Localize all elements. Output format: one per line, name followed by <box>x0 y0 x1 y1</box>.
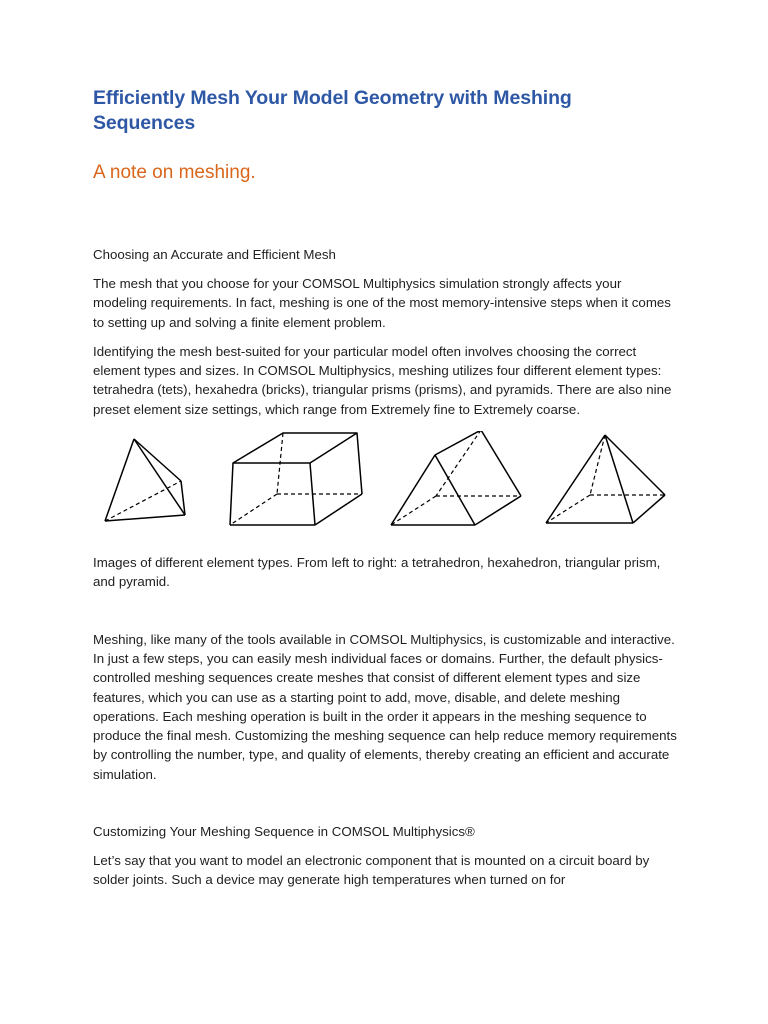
section-heading-customizing-sequence: Customizing Your Meshing Sequence in COMSOL Multiphysics® <box>93 824 475 840</box>
hexahedron-icon <box>230 433 362 525</box>
section-heading-choosing-mesh: Choosing an Accurate and Efficient Mesh <box>93 247 336 262</box>
element-types-figure <box>93 431 678 543</box>
document-page <box>93 86 678 890</box>
paragraph-customizable-meshing: Meshing, like many of the tools available in COMSOL Multiphysics, is customizable and interactive. In just a few steps, you can easily mesh individual faces or domains. Further, the default physics-controlled meshing sequences create meshes that consist of different element types and size features, which you can use as a starting point to add, move, disable, and delete meshing operations. Each meshing operation is built in the order it appears in the meshing sequence to produce the final mesh. Customizing the meshing sequence can help reduce memory requirements by controlling the number, type, and quality of elements, thereby creating an efficient and accurate simulation. <box>93 631 677 782</box>
paragraph-electronic-component: Let’s say that you want to model an electronic component that is mounted on a circuit board by solder joints. Such a device may generate high temperatures when turned on for <box>93 853 650 888</box>
triangular-prism-icon <box>391 431 521 525</box>
pyramid-icon <box>546 435 665 523</box>
page-subtitle: A note on meshing. <box>93 162 256 183</box>
tetrahedron-icon <box>105 439 185 521</box>
paragraph-element-types: Identifying the mesh best-suited for your particular model often involves choosing the correct element types and sizes. In COMSOL Multiphysics, meshing utilizes four different element types: tetrahedra (tets), hexahedra (bricks), triangular prisms (prisms), and pyramids. There are also nine preset element size settings, which range from Extremely fine to Extremely coarse. <box>93 343 672 417</box>
paragraph-mesh-intro: The mesh that you choose for your COMSOL Multiphysics simulation strongly affects your modeling requirements. In fact, meshing is one of the most memory-intensive steps when it comes to setting up and solving a finite element problem. <box>93 276 671 330</box>
page-title: Efficiently Mesh Your Model Geometry with Meshing Sequences <box>93 87 572 134</box>
figure-caption: Images of different element types. From left to right: a tetrahedron, hexahedron, triangular prism, and pyramid. <box>93 555 661 590</box>
